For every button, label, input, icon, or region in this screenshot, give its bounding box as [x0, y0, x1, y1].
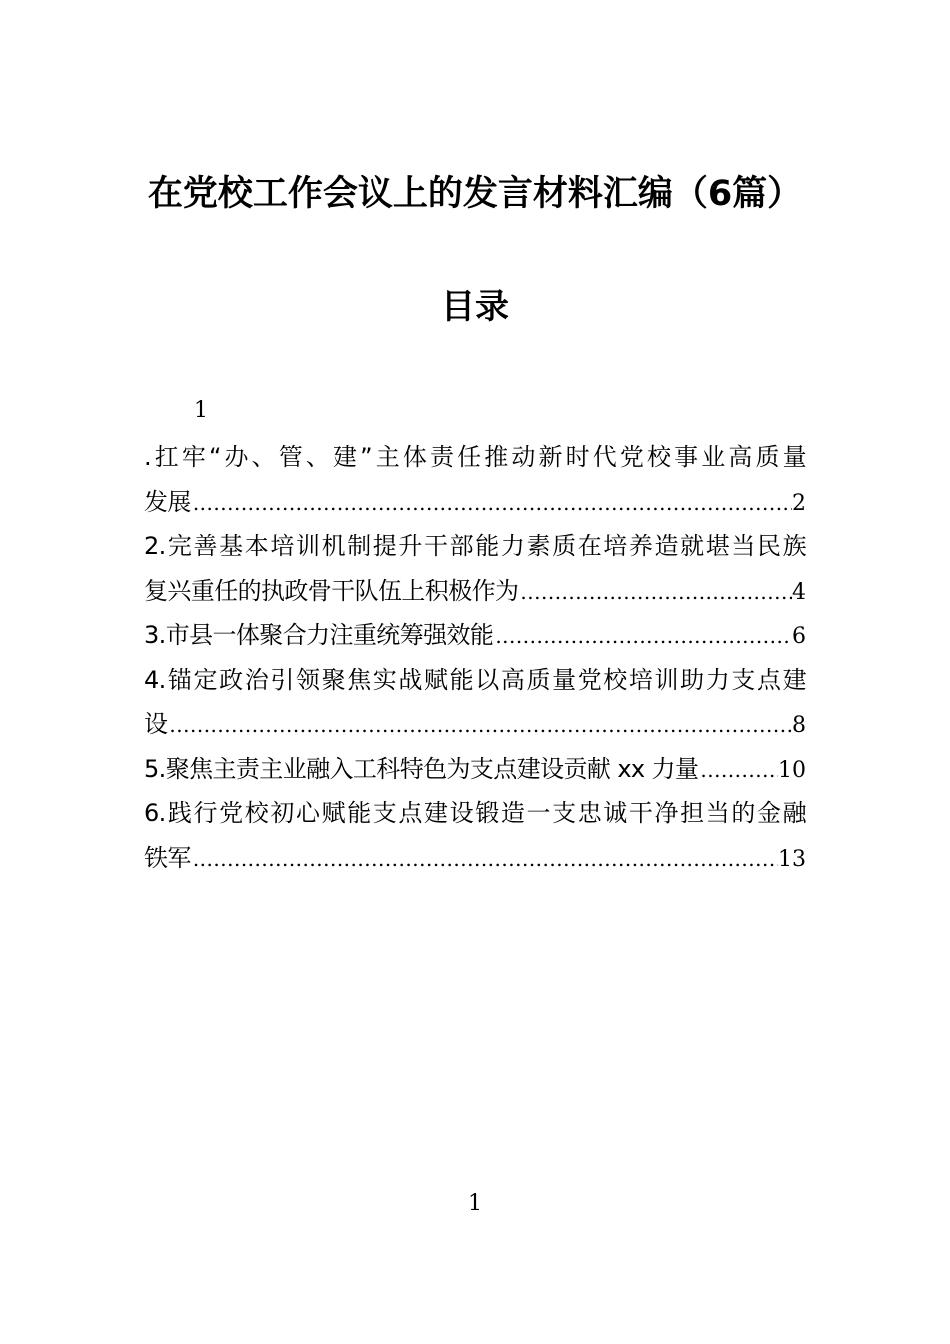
stray-number: 1 [194, 398, 208, 423]
toc-entry-text: 发展 [144, 487, 191, 516]
toc-entry-text: 5.聚焦主责主业融入工科特色为支点建设贡献 xx 力量 [144, 754, 699, 783]
toc-entry-2-line-1[interactable]: 2.完善基本培训机制提升干部能力素质在培养造就堪当民族 [144, 532, 806, 560]
toc-entry-text: 3.市县一体聚合力注重统筹强效能 [144, 621, 494, 649]
toc-entry-page: 4 [792, 579, 806, 605]
toc-entry-page: 2 [792, 490, 806, 516]
toc-entry-page: 8 [792, 713, 806, 738]
leader-dots [167, 703, 792, 747]
toc-entry-3-line-1[interactable] [144, 613, 806, 658]
toc-entry-1-line-1[interactable]: .扛牢“办、管、建”主体责任推动新时代党校事业高质量 [144, 443, 806, 471]
toc-entry-2-line-2[interactable] [144, 569, 806, 614]
table-of-contents [144, 435, 806, 880]
toc-entry-text: 铁军 [144, 843, 191, 872]
leader-dots [191, 481, 792, 525]
toc-entry-4-line-2[interactable] [144, 702, 806, 747]
toc-entry-page: 6 [792, 624, 806, 649]
leader-dots [191, 837, 778, 881]
toc-entry-page: 10 [778, 757, 806, 783]
toc-entry-6-line-2[interactable] [144, 836, 806, 881]
leader-dots [698, 748, 778, 792]
toc-heading: 目录 [441, 287, 509, 327]
toc-entry-4-line-1[interactable]: 4.锚定政治引领聚焦实战赋能以高质量党校培训助力支点建 [144, 665, 806, 694]
page-number: 1 [468, 1191, 482, 1216]
toc-entry-5-line-1[interactable] [144, 747, 806, 792]
toc-entry-text: 设 [144, 710, 168, 738]
document-title: 在党校工作会议上的发言材料汇编（6篇） [147, 174, 803, 214]
leader-dots [518, 570, 792, 614]
toc-entry-page: 13 [778, 846, 806, 872]
toc-entry-text: 复兴重任的执政骨干队伍上积极作为 [144, 576, 519, 605]
leader-dots [493, 614, 792, 658]
toc-entry-6-line-1[interactable]: 6.践行党校初心赋能支点建设锻造一支忠诚干净担当的金融 [144, 799, 806, 827]
toc-entry-1-line-2[interactable] [144, 480, 806, 525]
